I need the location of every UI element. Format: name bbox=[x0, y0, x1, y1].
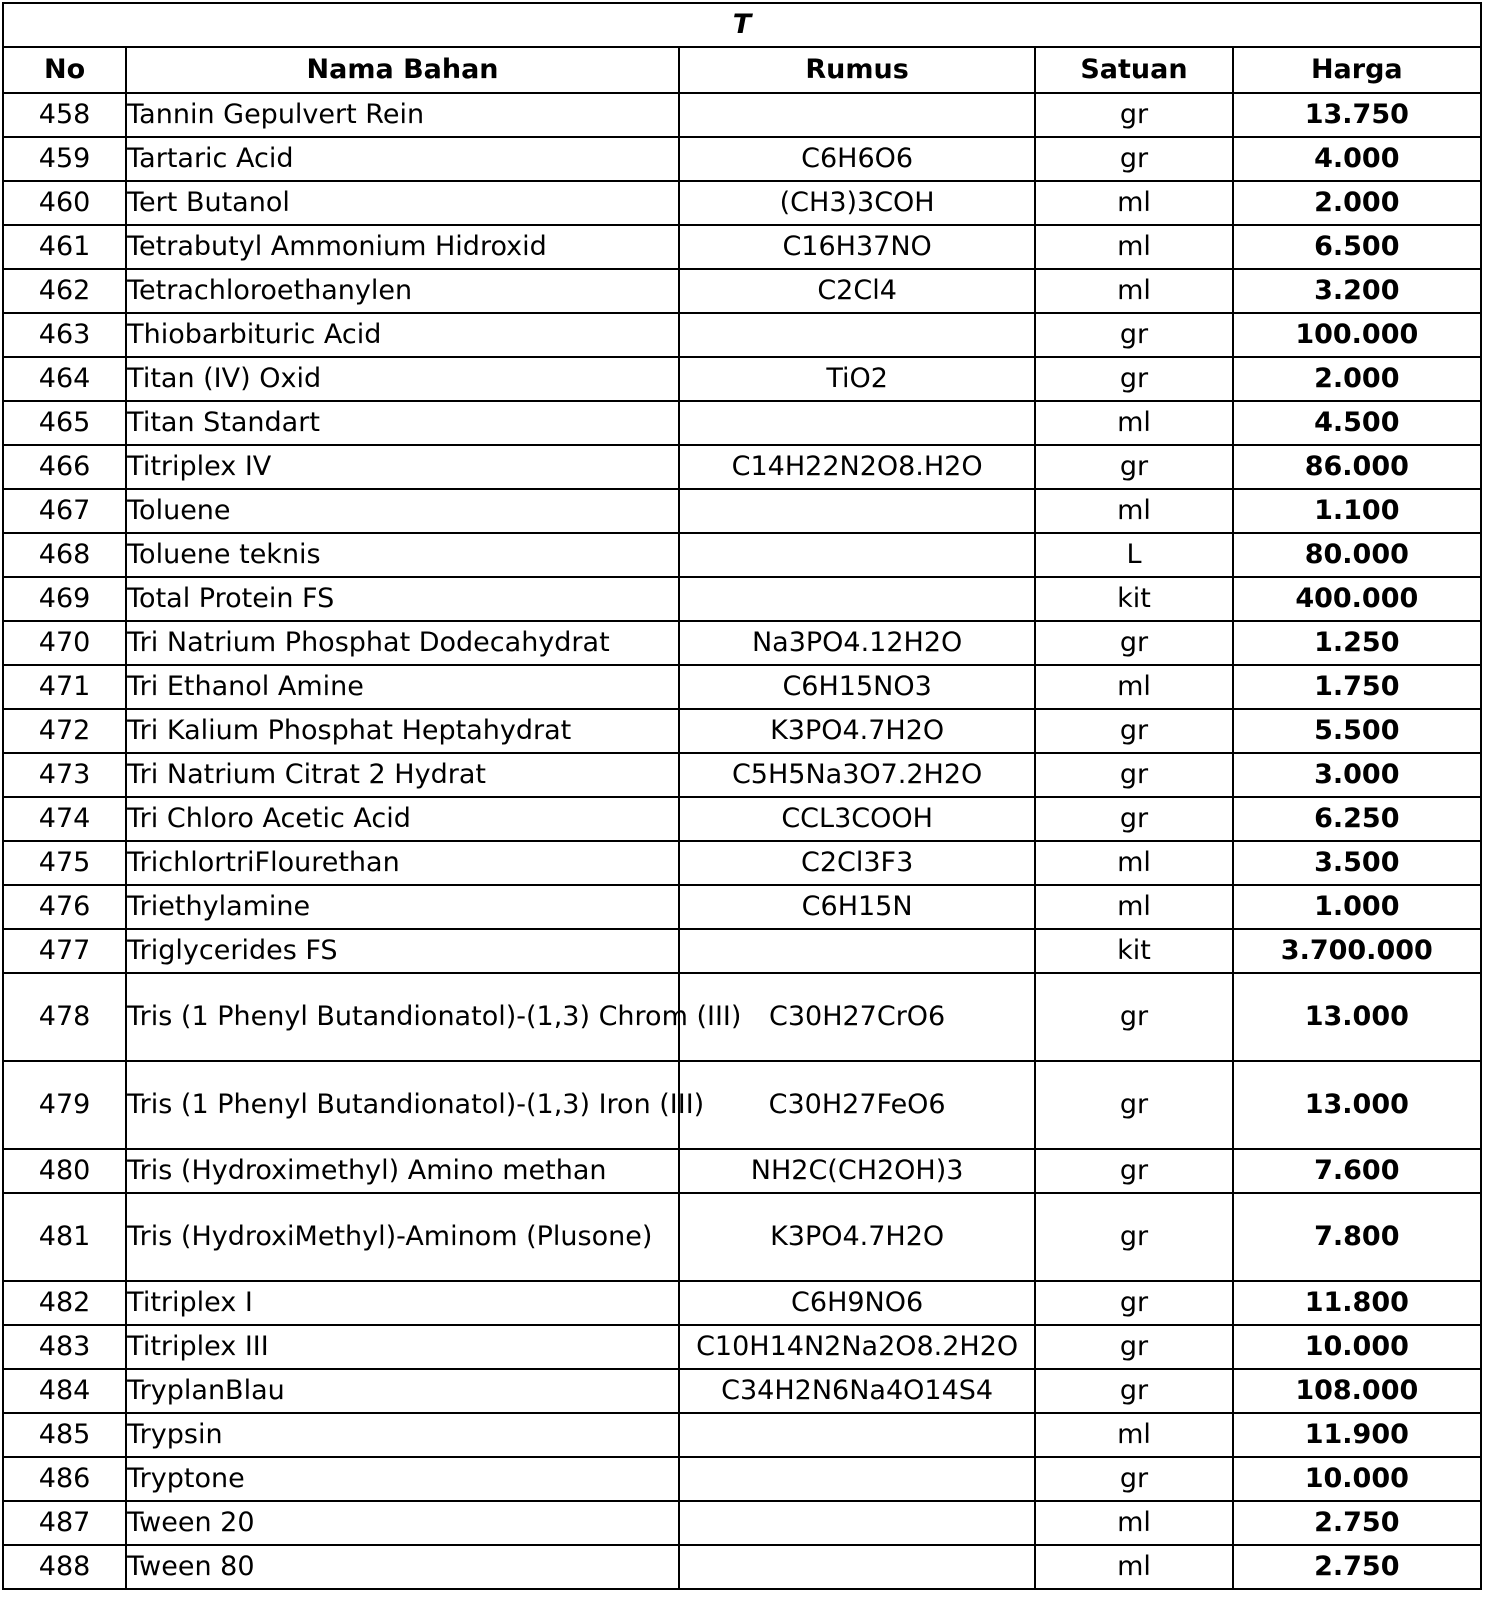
table-row bbox=[3, 797, 1481, 841]
table-row bbox=[3, 533, 1481, 577]
cell-name: Tris (1 Phenyl Butandionatol)-(1,3) Iron (III) bbox=[126, 1061, 679, 1149]
table-row bbox=[3, 621, 1481, 665]
cell-rumus bbox=[679, 577, 1035, 621]
cell-no: 473 bbox=[3, 753, 126, 797]
cell-satuan: gr bbox=[1035, 973, 1232, 1061]
cell-satuan: gr bbox=[1035, 1193, 1232, 1281]
cell-rumus: C5H5Na3O7.2H2O bbox=[679, 753, 1035, 797]
cell-satuan: gr bbox=[1035, 1149, 1232, 1193]
cell-no: 464 bbox=[3, 357, 126, 401]
table-row bbox=[3, 841, 1481, 885]
table-row bbox=[3, 709, 1481, 753]
cell-no: 479 bbox=[3, 1061, 126, 1149]
table-row bbox=[3, 313, 1481, 357]
cell-satuan: gr bbox=[1035, 1281, 1232, 1325]
cell-rumus: C2Cl3F3 bbox=[679, 841, 1035, 885]
cell-name: Titriplex I bbox=[126, 1281, 679, 1325]
cell-satuan: gr bbox=[1035, 357, 1232, 401]
cell-name: Toluene bbox=[126, 489, 679, 533]
cell-rumus: C6H9NO6 bbox=[679, 1281, 1035, 1325]
cell-satuan: gr bbox=[1035, 1325, 1232, 1369]
table-row bbox=[3, 665, 1481, 709]
cell-name: Tween 20 bbox=[126, 1501, 679, 1545]
table-row bbox=[3, 489, 1481, 533]
cell-name: Tri Natrium Phosphat Dodecahydrat bbox=[126, 621, 679, 665]
cell-name: Trypsin bbox=[126, 1413, 679, 1457]
cell-harga: 1.750 bbox=[1233, 665, 1481, 709]
header-harga: Harga bbox=[1233, 47, 1481, 93]
cell-harga: 86.000 bbox=[1233, 445, 1481, 489]
cell-rumus: (CH3)3COH bbox=[679, 181, 1035, 225]
cell-no: 471 bbox=[3, 665, 126, 709]
cell-harga: 2.750 bbox=[1233, 1501, 1481, 1545]
cell-no: 481 bbox=[3, 1193, 126, 1281]
cell-rumus bbox=[679, 1545, 1035, 1589]
cell-no: 476 bbox=[3, 885, 126, 929]
price-table bbox=[2, 2, 1482, 1590]
cell-harga: 2.000 bbox=[1233, 181, 1481, 225]
cell-satuan: ml bbox=[1035, 1413, 1232, 1457]
cell-harga: 108.000 bbox=[1233, 1369, 1481, 1413]
cell-rumus: TiO2 bbox=[679, 357, 1035, 401]
cell-rumus: CCL3COOH bbox=[679, 797, 1035, 841]
cell-name: Triglycerides FS bbox=[126, 929, 679, 973]
cell-no: 458 bbox=[3, 93, 126, 137]
cell-name: Titan Standart bbox=[126, 401, 679, 445]
table-row bbox=[3, 1193, 1481, 1281]
cell-satuan: kit bbox=[1035, 577, 1232, 621]
table-row bbox=[3, 357, 1481, 401]
header-no: No bbox=[3, 47, 126, 93]
cell-rumus: C2Cl4 bbox=[679, 269, 1035, 313]
cell-harga: 7.600 bbox=[1233, 1149, 1481, 1193]
table-row bbox=[3, 401, 1481, 445]
cell-name: Tartaric Acid bbox=[126, 137, 679, 181]
cell-rumus: C10H14N2Na2O8.2H2O bbox=[679, 1325, 1035, 1369]
cell-no: 460 bbox=[3, 181, 126, 225]
cell-rumus bbox=[679, 401, 1035, 445]
table-row bbox=[3, 577, 1481, 621]
cell-rumus: K3PO4.7H2O bbox=[679, 1193, 1035, 1281]
cell-satuan: kit bbox=[1035, 929, 1232, 973]
cell-no: 480 bbox=[3, 1149, 126, 1193]
table-row bbox=[3, 1325, 1481, 1369]
cell-harga: 3.700.000 bbox=[1233, 929, 1481, 973]
cell-rumus: C34H2N6Na4O14S4 bbox=[679, 1369, 1035, 1413]
cell-satuan: ml bbox=[1035, 269, 1232, 313]
cell-harga: 400.000 bbox=[1233, 577, 1481, 621]
cell-rumus: C16H37NO bbox=[679, 225, 1035, 269]
table-row bbox=[3, 225, 1481, 269]
cell-name: Tetrabutyl Ammonium Hidroxid bbox=[126, 225, 679, 269]
cell-no: 468 bbox=[3, 533, 126, 577]
table-body bbox=[3, 93, 1481, 1589]
cell-satuan: gr bbox=[1035, 753, 1232, 797]
table-row bbox=[3, 137, 1481, 181]
cell-no: 477 bbox=[3, 929, 126, 973]
table-row bbox=[3, 929, 1481, 973]
header-row bbox=[3, 47, 1481, 93]
cell-name: Total Protein FS bbox=[126, 577, 679, 621]
cell-rumus: Na3PO4.12H2O bbox=[679, 621, 1035, 665]
cell-satuan: gr bbox=[1035, 797, 1232, 841]
cell-harga: 3.500 bbox=[1233, 841, 1481, 885]
cell-no: 461 bbox=[3, 225, 126, 269]
cell-no: 484 bbox=[3, 1369, 126, 1413]
cell-rumus bbox=[679, 929, 1035, 973]
table-row bbox=[3, 1457, 1481, 1501]
table-row bbox=[3, 1545, 1481, 1589]
cell-satuan: ml bbox=[1035, 181, 1232, 225]
section-title-row bbox=[3, 3, 1481, 47]
cell-name: Tri Natrium Citrat 2 Hydrat bbox=[126, 753, 679, 797]
cell-satuan: gr bbox=[1035, 1457, 1232, 1501]
cell-satuan: gr bbox=[1035, 137, 1232, 181]
cell-satuan: ml bbox=[1035, 225, 1232, 269]
cell-no: 467 bbox=[3, 489, 126, 533]
cell-no: 478 bbox=[3, 973, 126, 1061]
cell-satuan: L bbox=[1035, 533, 1232, 577]
cell-satuan: ml bbox=[1035, 665, 1232, 709]
cell-rumus: C30H27CrO6 bbox=[679, 973, 1035, 1061]
cell-no: 463 bbox=[3, 313, 126, 357]
cell-name: Titriplex III bbox=[126, 1325, 679, 1369]
cell-no: 472 bbox=[3, 709, 126, 753]
cell-harga: 13.000 bbox=[1233, 973, 1481, 1061]
cell-rumus bbox=[679, 1501, 1035, 1545]
table-row bbox=[3, 181, 1481, 225]
cell-name: TryplanBlau bbox=[126, 1369, 679, 1413]
cell-harga: 1.100 bbox=[1233, 489, 1481, 533]
cell-rumus bbox=[679, 1457, 1035, 1501]
cell-satuan: gr bbox=[1035, 1369, 1232, 1413]
table-row bbox=[3, 1281, 1481, 1325]
header-rumus: Rumus bbox=[679, 47, 1035, 93]
cell-harga: 80.000 bbox=[1233, 533, 1481, 577]
cell-name: TrichlortriFlourethan bbox=[126, 841, 679, 885]
cell-name: Tannin Gepulvert Rein bbox=[126, 93, 679, 137]
cell-no: 488 bbox=[3, 1545, 126, 1589]
table-row bbox=[3, 1149, 1481, 1193]
cell-name: Tri Kalium Phosphat Heptahydrat bbox=[126, 709, 679, 753]
cell-rumus: C30H27FeO6 bbox=[679, 1061, 1035, 1149]
table-row bbox=[3, 93, 1481, 137]
table-row bbox=[3, 1369, 1481, 1413]
cell-name: Tri Ethanol Amine bbox=[126, 665, 679, 709]
cell-no: 462 bbox=[3, 269, 126, 313]
table-row bbox=[3, 973, 1481, 1061]
cell-no: 486 bbox=[3, 1457, 126, 1501]
cell-no: 469 bbox=[3, 577, 126, 621]
cell-satuan: ml bbox=[1035, 1545, 1232, 1589]
table-row bbox=[3, 269, 1481, 313]
cell-harga: 1.000 bbox=[1233, 885, 1481, 929]
cell-name: Tris (Hydroximethyl) Amino methan bbox=[126, 1149, 679, 1193]
cell-harga: 4.000 bbox=[1233, 137, 1481, 181]
table-row bbox=[3, 1061, 1481, 1149]
table-row bbox=[3, 885, 1481, 929]
cell-harga: 13.750 bbox=[1233, 93, 1481, 137]
cell-name: Tris (1 Phenyl Butandionatol)-(1,3) Chrom (III) bbox=[126, 973, 679, 1061]
cell-rumus: C6H15N bbox=[679, 885, 1035, 929]
cell-harga: 3.200 bbox=[1233, 269, 1481, 313]
header-satuan: Satuan bbox=[1035, 47, 1232, 93]
cell-harga: 6.500 bbox=[1233, 225, 1481, 269]
cell-satuan: ml bbox=[1035, 841, 1232, 885]
cell-rumus bbox=[679, 1413, 1035, 1457]
cell-rumus bbox=[679, 533, 1035, 577]
cell-rumus bbox=[679, 489, 1035, 533]
table-row bbox=[3, 753, 1481, 797]
cell-no: 483 bbox=[3, 1325, 126, 1369]
cell-name: Titan (IV) Oxid bbox=[126, 357, 679, 401]
cell-harga: 13.000 bbox=[1233, 1061, 1481, 1149]
cell-no: 466 bbox=[3, 445, 126, 489]
cell-rumus: C14H22N2O8.H2O bbox=[679, 445, 1035, 489]
cell-satuan: gr bbox=[1035, 93, 1232, 137]
cell-no: 485 bbox=[3, 1413, 126, 1457]
cell-satuan: ml bbox=[1035, 885, 1232, 929]
cell-name: Tert Butanol bbox=[126, 181, 679, 225]
cell-satuan: gr bbox=[1035, 313, 1232, 357]
cell-no: 459 bbox=[3, 137, 126, 181]
cell-satuan: gr bbox=[1035, 1061, 1232, 1149]
cell-harga: 2.750 bbox=[1233, 1545, 1481, 1589]
cell-rumus: C6H15NO3 bbox=[679, 665, 1035, 709]
cell-rumus bbox=[679, 313, 1035, 357]
cell-harga: 11.800 bbox=[1233, 1281, 1481, 1325]
cell-rumus: NH2C(CH2OH)3 bbox=[679, 1149, 1035, 1193]
cell-harga: 1.250 bbox=[1233, 621, 1481, 665]
cell-satuan: gr bbox=[1035, 621, 1232, 665]
cell-satuan: ml bbox=[1035, 489, 1232, 533]
cell-name: Tri Chloro Acetic Acid bbox=[126, 797, 679, 841]
cell-name: Tris (HydroxiMethyl)-Aminom (Plusone) bbox=[126, 1193, 679, 1281]
cell-harga: 100.000 bbox=[1233, 313, 1481, 357]
cell-harga: 5.500 bbox=[1233, 709, 1481, 753]
cell-name: Triethylamine bbox=[126, 885, 679, 929]
table-row bbox=[3, 445, 1481, 489]
cell-no: 474 bbox=[3, 797, 126, 841]
cell-harga: 10.000 bbox=[1233, 1325, 1481, 1369]
cell-rumus: C6H6O6 bbox=[679, 137, 1035, 181]
cell-satuan: gr bbox=[1035, 709, 1232, 753]
cell-harga: 10.000 bbox=[1233, 1457, 1481, 1501]
cell-harga: 4.500 bbox=[1233, 401, 1481, 445]
section-title: T bbox=[3, 3, 1481, 47]
cell-no: 482 bbox=[3, 1281, 126, 1325]
cell-no: 470 bbox=[3, 621, 126, 665]
cell-rumus: K3PO4.7H2O bbox=[679, 709, 1035, 753]
cell-satuan: gr bbox=[1035, 445, 1232, 489]
cell-harga: 7.800 bbox=[1233, 1193, 1481, 1281]
cell-no: 465 bbox=[3, 401, 126, 445]
cell-satuan: ml bbox=[1035, 401, 1232, 445]
cell-harga: 2.000 bbox=[1233, 357, 1481, 401]
cell-harga: 6.250 bbox=[1233, 797, 1481, 841]
cell-harga: 11.900 bbox=[1233, 1413, 1481, 1457]
table-row bbox=[3, 1501, 1481, 1545]
cell-name: Thiobarbituric Acid bbox=[126, 313, 679, 357]
cell-no: 487 bbox=[3, 1501, 126, 1545]
cell-name: Tetrachloroethanylen bbox=[126, 269, 679, 313]
cell-harga: 3.000 bbox=[1233, 753, 1481, 797]
cell-name: Titriplex IV bbox=[126, 445, 679, 489]
table-row bbox=[3, 1413, 1481, 1457]
header-name: Nama Bahan bbox=[126, 47, 679, 93]
cell-name: Tryptone bbox=[126, 1457, 679, 1501]
cell-rumus bbox=[679, 93, 1035, 137]
cell-satuan: ml bbox=[1035, 1501, 1232, 1545]
cell-name: Tween 80 bbox=[126, 1545, 679, 1589]
cell-no: 475 bbox=[3, 841, 126, 885]
cell-name: Toluene teknis bbox=[126, 533, 679, 577]
